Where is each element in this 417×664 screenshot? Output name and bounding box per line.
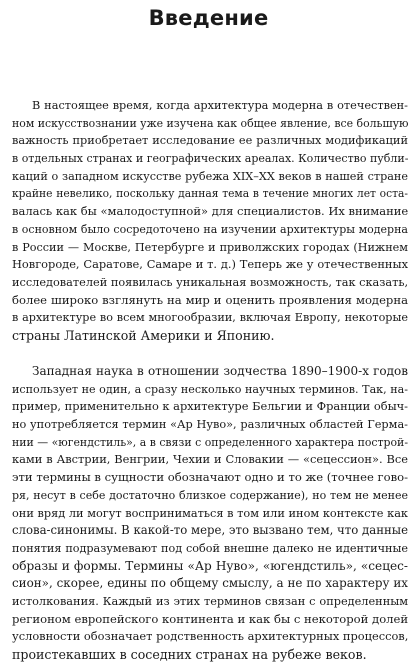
text-line: ками в Австрии, Венгрии, Чехии и Словакии — «сецессион». Все [12,452,408,467]
text-line: регионом европейского континента и как бы с некоторой долей [12,611,409,626]
text-line: в России — Москве, Петербурге и приволжских городах (Нижнем [12,240,408,254]
text-line: В настоящее время, когда архитектура модерна в отечествен- [32,99,408,112]
text-line: крайне невелико, поскольку данная тема в течение многих лет оста- [12,187,408,201]
text-line: ря, несут в себе достаточно близкое содержание), но тем не менее [12,488,408,502]
paragraph-1 [12,97,408,345]
text-line: эти термины в сущности обозначают одно и то же (точнее гово- [12,470,408,485]
text-line: каций о западном искусстве рубежа XIX–XX веков в нашей стране [12,169,408,183]
text-line: понятия подразумевают под собой внешне далеко не идентичные [12,541,408,555]
text-line: использует не один, а сразу несколько научных терминов. Так, на- [12,382,408,396]
text-line: но употребляется термин «Ар Нуво», различных областей Герма- [12,418,408,432]
text-line: проистекавших в соседних странах на рубеже веков. [12,647,367,662]
text-line: образы и формы. Термины «Ар Нуво», «югендстиль», «сецес- [12,558,408,573]
text-line: в архитектуре во всем многообразии, включая Европу, некоторые [12,311,408,325]
text-line: валась как бы «малодоступной» для специалистов. Их внимание [12,204,409,219]
text-line: в основном было сосредоточено на изучении архитектуры модерна [12,222,408,236]
text-line: Западная наука в отношении зодчества 1890–1900-х годов [32,364,408,378]
text-line: более широко взглянуть на мир и оценить проявления модерна [12,292,408,307]
text-line: страны Латинской Америки и Японию. [12,327,275,343]
text-line: пример, применительно к архитектуре Бельгии и Франции обыч- [12,399,409,414]
chapter-title: Введение [148,6,269,30]
text-line: ном искусствознании уже изучена как общее явление, все большую [12,116,409,130]
text-line: исследователей появилась уникальная возможность, так сказать, [12,275,409,289]
text-line: в отдельных странах и географических ареалах. Количество публи- [12,152,409,166]
text-line: сион», скорее, едины по общему смыслу, а не по характеру их [12,576,408,591]
text-line: условности обозначает родственность архитектурных процессов, [12,629,409,644]
text-line: нии — «югендстиль», а в связи с определенного характера построй- [12,435,408,449]
text-line: Новгороде, Саратове, Самаре и т. д.) Теперь же у отечественных [12,257,408,272]
paragraph-2 [12,363,408,664]
text-line: они вряд ли могут восприниматься в том или ином контексте как [12,506,408,520]
text-line: важность приобретает исследование ее различных модификаций [12,134,408,148]
text-line: истолкования. Каждый из этих терминов связан с определенным [12,594,408,608]
text-line: слова-синонимы. В какой-то мере, это вызвано тем, что данные [12,523,408,538]
